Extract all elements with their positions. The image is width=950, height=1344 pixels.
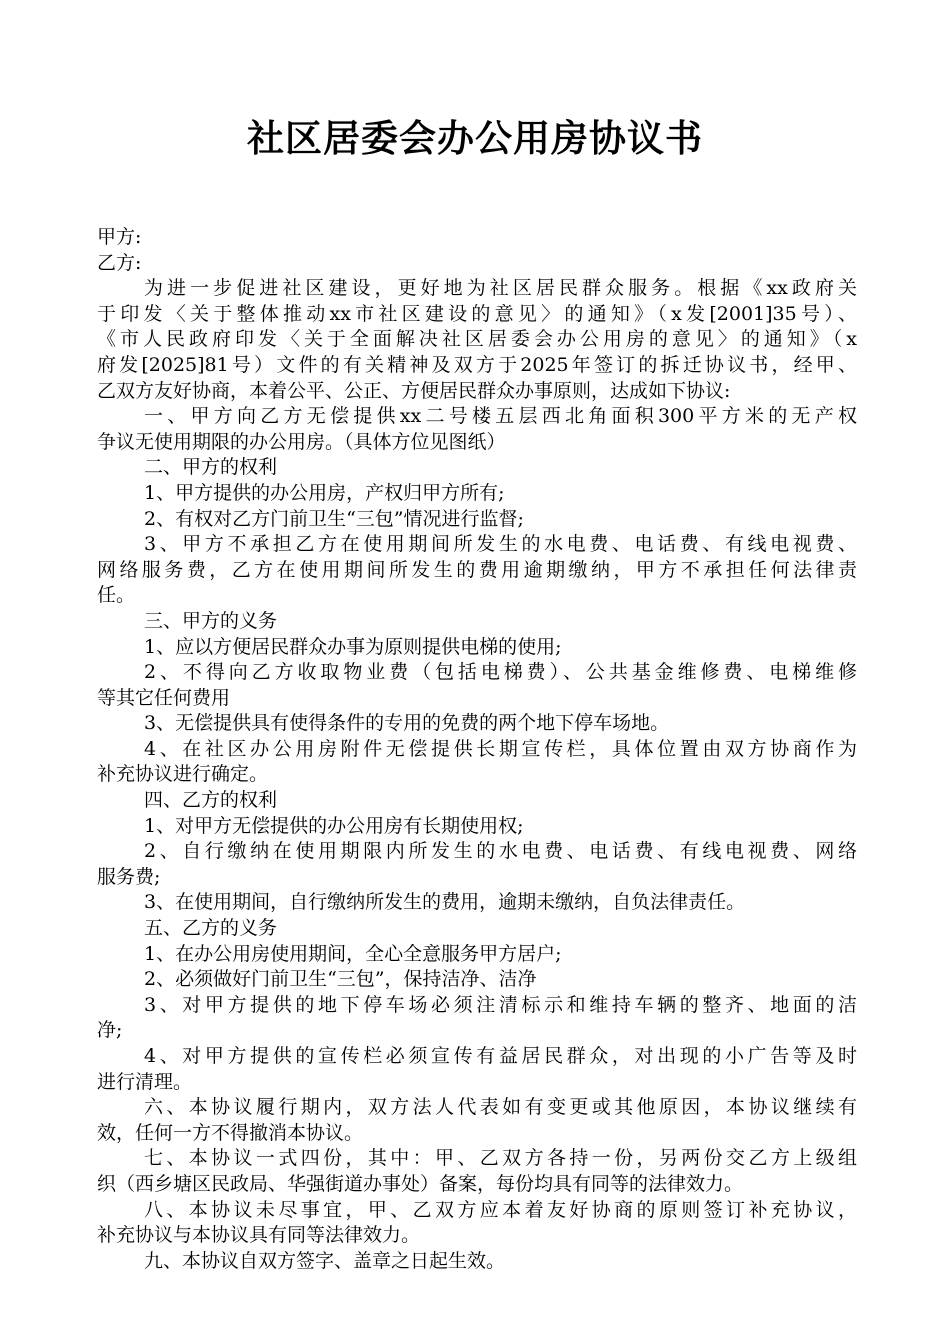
clause-line: 2、必须做好门前卫生“三包”，保持洁净、洁净: [144, 968, 537, 991]
clause-line: 补充协议与本协议具有同等法律效力。: [97, 1224, 421, 1247]
clause-line: 4、对甲方提供的宣传栏必须宣传有益居民群众，对出现的小广告等及时: [144, 1045, 857, 1067]
document-body: [97, 225, 857, 1274]
clause-line: 1、应以方便居民群众办事为原则提供电梯的使用;: [144, 635, 562, 658]
clause-line: 1、对甲方无偿提供的办公用房有长期使用权;: [144, 814, 524, 837]
section-heading: 五、乙方的义务: [144, 917, 278, 940]
document-title: 社区居委会办公用房协议书: [247, 116, 703, 160]
clause-line: 任。: [97, 584, 136, 607]
section-heading: 二、甲方的权利: [144, 456, 278, 479]
clause-line: 3、无偿提供具有使得条件的专用的免费的两个地下停车场地。: [144, 712, 670, 735]
party-b-label: 乙方:: [97, 251, 142, 274]
clause-line: 1、在办公用房使用期间，全心全意服务甲方居户;: [144, 942, 562, 965]
clause-line: 网络服务费，乙方在使用期间所发生的费用逾期缴纳，甲方不承担任何法律责: [97, 558, 857, 581]
paragraph-line: 为进一步促进社区建设，更好地为社区居民群众服务。根据《xx政府关: [144, 277, 857, 300]
clause-line: 2、不得向乙方收取物业费（包括电梯费）、公共基金维修费、电梯维修: [144, 661, 857, 684]
clause-line: 3、甲方不承担乙方在使用期间所发生的水电费、电话费、有线电视费、: [144, 533, 857, 556]
paragraph-line: 于印发〈关于整体推动xx市社区建设的意见〉的通知》（x发[2001]35号）、: [97, 302, 857, 325]
clause-line: 七、本协议一式四份，其中：甲、乙双方各持一份，另两份交乙方上级组: [144, 1147, 857, 1170]
clause-line: 1、甲方提供的办公用房，产权归甲方所有;: [144, 481, 505, 504]
clause-line: 织（西乡塘区民政局、华强街道办事处）备案，每份均具有同等的法律效力。: [97, 1172, 744, 1195]
clause-line: 2、自行缴纳在使用期限内所发生的水电费、电话费、有线电视费、网络: [144, 840, 857, 863]
clause-line: 六、本协议履行期内，双方法人代表如有变更或其他原因，本协议继续有: [144, 1096, 857, 1119]
clause-line: 补充协议进行确定。: [97, 763, 269, 786]
section-heading: 四、乙方的权利: [144, 789, 278, 812]
paragraph-line: 争议无使用期限的办公用房。（具体方位见图纸）: [97, 430, 506, 453]
clause-line: 进行清理。: [97, 1070, 193, 1093]
paragraph-line: 一、甲方向乙方无偿提供xx二号楼五层西北角面积300平方米的无产权: [144, 405, 857, 428]
clause-line: 3、对甲方提供的地下停车场必须注清标示和维持车辆的整齐、地面的洁: [144, 993, 857, 1016]
paragraph-line: 《市人民政府印发〈关于全面解决社区居委会办公用房的意见〉的通知》（x: [97, 328, 857, 351]
section-heading: 三、甲方的义务: [144, 609, 278, 632]
clause-line: 八、本协议未尽事宜，甲、乙双方应本着友好协商的原则签订补充协议，: [144, 1198, 857, 1221]
paragraph-line: 乙双方友好协商，本着公平、公正、方便居民群众办事原则，达成如下协议:: [97, 379, 731, 402]
party-a-label: 甲方:: [97, 226, 142, 248]
clause-line: 3、在使用期间，自行缴纳所发生的费用，逾期未缴纳，自负法律责任。: [144, 891, 746, 914]
clause-line: 效，任何一方不得撤消本协议。: [97, 1121, 364, 1144]
clause-line: 服务费;: [97, 865, 161, 888]
clause-line: 等其它任何费用: [97, 686, 231, 709]
clause-line: 净;: [97, 1019, 123, 1042]
clause-line: 2、有权对乙方门前卫生“三包”情况进行监督;: [144, 507, 524, 530]
clause-line: 九、本协议自双方签字、盖章之日起生效。: [144, 1249, 506, 1272]
paragraph-line: 府发[2025]81号）文件的有关精神及双方于2025年签订的拆迁协议书，经甲、: [97, 353, 857, 376]
clause-line: 4、在社区办公用房附件无偿提供长期宣传栏，具体位置由双方协商作为: [144, 737, 857, 760]
